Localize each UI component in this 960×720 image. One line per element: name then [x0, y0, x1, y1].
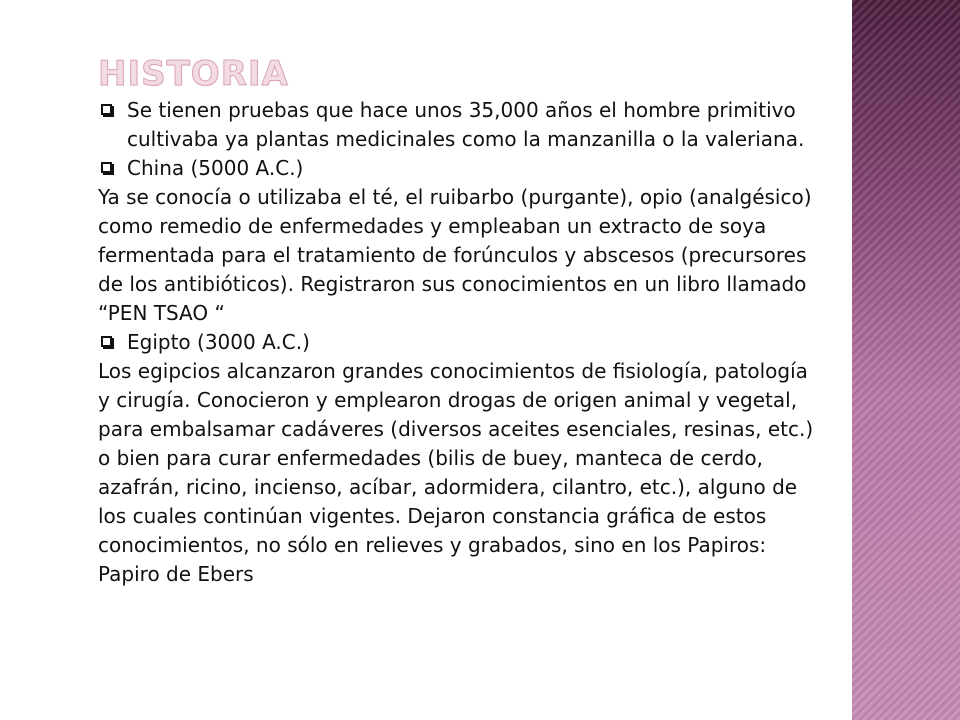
slide-body: [98, 96, 818, 589]
bullet-item: [98, 328, 818, 357]
bullet-item: [98, 154, 818, 183]
square-bullet-icon: [101, 336, 112, 347]
bullet-text: Egipto (3000 A.C.): [127, 330, 310, 354]
bullet-text: Se tienen pruebas que hace unos 35,000 años el hombre primitivo cultivaba ya plantas medicinales como la manzanilla o la valeriana.: [127, 98, 805, 151]
decorative-side-band: [852, 0, 960, 720]
bullet-text: China (5000 A.C.): [127, 156, 304, 180]
bullet-item: [98, 96, 818, 154]
paragraph-china: Ya se conocía o utilizaba el té, el ruibarbo (purgante), opio (analgésico) como remedio de enfermedades y empleaban un extracto de soya fermentada para el tratamiento de forúnculos y abscesos (precursores de los antibióticos). Registraron sus conocimientos en un libro llamado “PEN TSAO “: [98, 185, 812, 325]
square-bullet-icon: [101, 162, 112, 173]
paragraph-egipto: Los egipcios alcanzaron grandes conocimientos de fisiología, patología y cirugía. Conocieron y emplearon drogas de origen animal y vegetal, para embalsamar cadáveres (diversos aceites esenciales, resinas, etc.) o bien para curar enfermedades (bilis de buey, manteca de cerdo, azafrán, ricino, incienso, acíbar, adormidera, cilantro, etc.), alguno de los cuales continúan vigentes. Dejaron constancia gráfica de estos conocimientos, no sólo en relieves y grabados, sino en los Papiros: Papiro de Ebers: [98, 359, 814, 586]
slide-title: HISTORIA: [98, 54, 289, 94]
square-bullet-icon: [101, 104, 112, 115]
